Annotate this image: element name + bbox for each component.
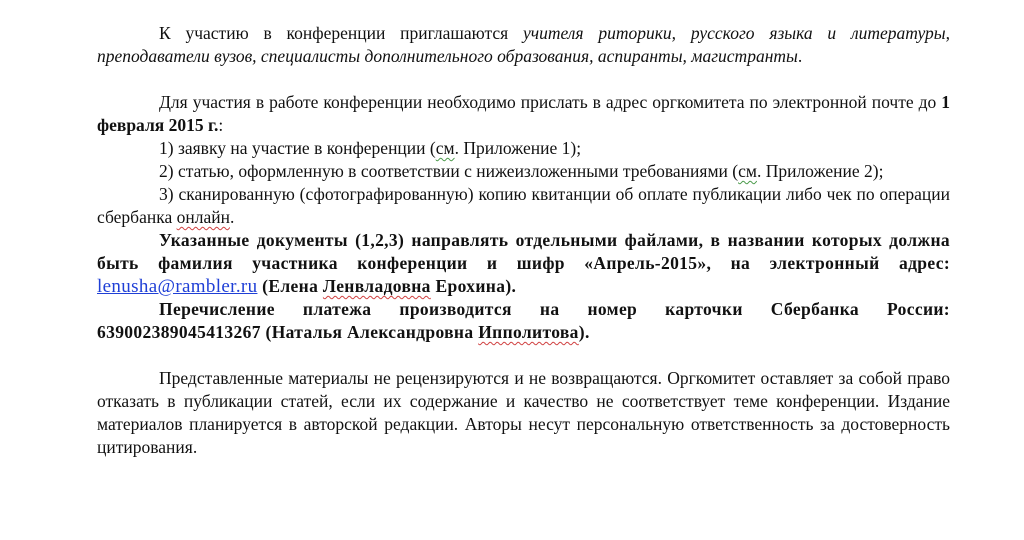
list-item-application bbox=[97, 137, 950, 160]
email-link[interactable]: lenusha@rambler.ru bbox=[97, 276, 258, 297]
list-item-receipt bbox=[97, 183, 950, 229]
document-page bbox=[97, 22, 950, 459]
submission-text: Для участия в работе конференции необходимо прислать в адрес оргкомитета по электронной почте до bbox=[159, 92, 942, 112]
list-item-article-text: 2) статью, оформленную в соответствии с нижеизложенными требованиями ( bbox=[159, 161, 739, 181]
invitation-paragraph bbox=[97, 22, 950, 68]
deadline-text: 1 февраля 2015 г. bbox=[97, 92, 950, 135]
payment-end: ). bbox=[578, 322, 590, 342]
list-item-application-ref: . Приложение 1); bbox=[454, 138, 582, 158]
submission-paragraph bbox=[97, 91, 950, 137]
list-item-receipt-end: . bbox=[229, 207, 235, 227]
invitation-end-text: . bbox=[797, 46, 803, 66]
contact-patronymic: Ленвладовна bbox=[322, 276, 431, 296]
list-item-receipt-text: 3) сканированную (сфотографированную) копию квитанции об оплате публикации либо чек по операции сбербанка bbox=[97, 184, 950, 227]
list-item-application-text: 1) заявку на участие в конференции ( bbox=[159, 138, 436, 158]
invited-participants-text: учителя риторики, русского языка и литературы, преподаватели вузов, специалисты дополнительного образования, аспиранты, магистранты bbox=[97, 23, 950, 66]
abbrev-see: см bbox=[435, 138, 455, 158]
abbrev-see: см bbox=[738, 161, 757, 181]
contact-name-first: (Елена bbox=[257, 276, 323, 296]
documents-instructions-text: Указанные документы (1,2,3) направлять отдельными файлами, в названии которых должна быть фамилия участника конференции и шифр «Апрель-2015», на электронный адрес: bbox=[97, 230, 950, 273]
list-item-article-ref: . Приложение 2); bbox=[756, 161, 884, 181]
contact-surname: Ерохина). bbox=[430, 276, 517, 296]
payment-paragraph bbox=[97, 298, 950, 344]
payment-contact-surname: Ипполитова bbox=[478, 322, 579, 342]
invitation-lead-text: К участию в конференции приглашаются bbox=[159, 23, 523, 43]
documents-instructions-paragraph bbox=[97, 229, 950, 298]
list-item-article bbox=[97, 160, 950, 183]
misspelled-word-online: онлайн bbox=[176, 207, 230, 227]
submission-colon: : bbox=[218, 115, 224, 135]
terms-paragraph bbox=[97, 367, 950, 459]
payment-text: Перечисление платежа производится на номер карточки Сбербанка России: 639002389045413267 (Наталья Александровна bbox=[97, 299, 950, 342]
terms-text: Представленные материалы не рецензируются и не возвращаются. Оргкомитет оставляет за собой право отказать в публикации статей, если их содержание и качество не соответствует теме конференции. Издание материалов планируется в авторской редакции. Авторы несут персональную ответственность за достоверность цитирования. bbox=[97, 368, 950, 457]
